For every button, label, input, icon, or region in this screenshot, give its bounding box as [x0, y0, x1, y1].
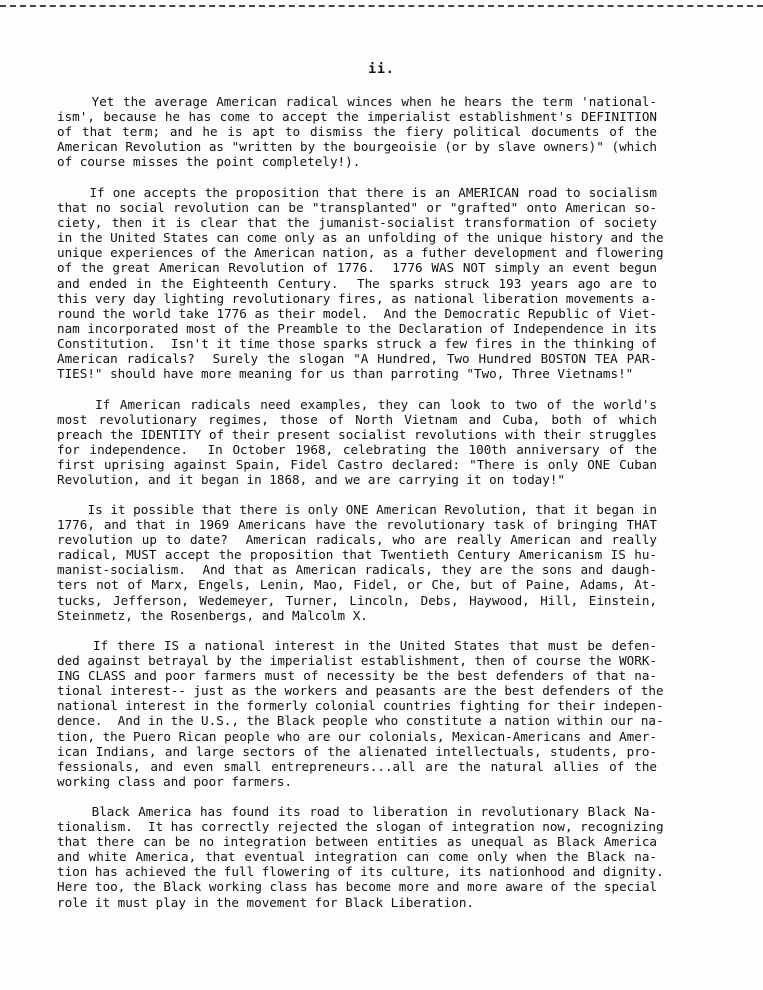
text-line: of course misses the point completely!). — [57, 154, 361, 170]
text-line: that there can be no integration between entities as unequal as Black America — [57, 834, 657, 850]
text-line: most revolutionary regimes, those of North Vietnam and Cuba, both of which — [57, 412, 657, 428]
text-line: in the United States can come only as an unfolding of the unique history and the — [57, 230, 664, 246]
text-line: If American radicals need examples, they can look to two of the world's — [57, 397, 657, 412]
text-line: tionalism. It has correctly rejected the slogan of integration now, recognizing — [57, 819, 664, 835]
text-line: round the world take 1776 as their model. And the Democratic Republic of Viet- — [57, 305, 657, 321]
text-line: that no social revolution can be "transplanted" or "grafted" onto American so- — [57, 200, 657, 216]
text-line: American Revolution as "written by the bourgeoisie (or by slave owners)" (which — [57, 139, 657, 155]
paragraph-3 — [57, 397, 657, 488]
text-line: tional interest-- just as the workers and peasants are the best defenders of the — [57, 683, 664, 699]
text-line: 1776, and that in 1969 Americans have the revolutionary task of bringing THAT — [57, 517, 657, 533]
text-line: ican Indians, and large sectors of the alienated intellectuals, students, pro- — [57, 743, 657, 759]
text-line: national interest in the formerly colonial countries fighting for their indepen- — [57, 698, 664, 714]
text-line: radical, MUST accept the proposition that Twentieth Century Americanism IS hu- — [57, 547, 657, 563]
text-line: fessionals, and even small entrepreneurs...all are the natural allies of the — [57, 758, 657, 774]
text-line: If one accepts the proposition that there is an AMERICAN road to socialism — [57, 185, 657, 200]
text-line: this very day lighting revolutionary fires, as national liberation movements a- — [57, 290, 657, 306]
text-line: role it must play in the movement for Black Liberation. — [57, 894, 475, 910]
text-line: Revolution, and it began in 1868, and we are carrying it on today!" — [57, 472, 565, 488]
text-line: ded against betrayal by the imperialist establishment, then of course the WORK- — [57, 653, 657, 669]
text-line: tucks, Jefferson, Wedemeyer, Turner, Lincoln, Debs, Haywood, Hill, Einstein, — [57, 592, 657, 608]
paragraph-4 — [57, 502, 657, 623]
text-line: revolution up to date? American radicals, who are really American and really — [57, 532, 657, 548]
paragraph-1 — [57, 94, 657, 169]
paragraph-5 — [57, 638, 664, 789]
text-line: tion has achieved the full flowering of its culture, its nationhood and dignity. — [57, 864, 664, 880]
text-line: ism', because he has come to accept the imperialist establishment's DEFINITION — [57, 109, 657, 125]
text-line: tion, the Puero Rican people who are our colonials, Mexican-Americans and Amer- — [57, 728, 657, 744]
text-line: Constitution. Isn't it time those sparks struck a few fires in the thinking of — [57, 335, 657, 351]
text-line: Black America has found its road to liberation in revolutionary Black Na- — [57, 804, 657, 819]
text-line: manist-socialism. And that as American radicals, they are the sons and daugh- — [57, 562, 657, 578]
text-line: TIES!" should have more meaning for us than parroting "Two, Three Vietnams!" — [57, 366, 634, 382]
text-line: If there IS a national interest in the United States that must be defen- — [57, 638, 657, 653]
text-line: unique experiences of the American nation, as a futher development and flowering — [57, 245, 664, 261]
page-top-edge — [0, 0, 763, 7]
text-line: Is it possible that there is only ONE American Revolution, that it began in — [57, 502, 657, 517]
text-line: Steinmetz, the Rosenbergs, and Malcolm X. — [57, 607, 368, 623]
text-line: ciety, then it is clear that the jumanist-socialist transformation of society — [57, 215, 657, 231]
text-line: nam incorporated most of the Preamble to the Declaration of Independence in its — [57, 320, 657, 336]
text-line: for independence. In October 1968, celebrating the 100th anniversary of the — [57, 442, 657, 458]
text-line: of that term; and he is apt to dismiss the fiery political documents of the — [57, 124, 657, 140]
text-line: American radicals? Surely the slogan "A Hundred, Two Hundred BOSTON TEA PAR- — [57, 351, 657, 367]
text-line: working class and poor farmers. — [57, 773, 293, 789]
text-line: dence. And in the U.S., the Black people who constitute a nation within our na- — [57, 713, 664, 729]
paragraph-6 — [57, 804, 664, 910]
text-line: Yet the average American radical winces when he hears the term 'national- — [57, 94, 657, 109]
text-line: ING CLASS and poor farmers must of necessity be the best defenders of that na- — [57, 668, 657, 684]
page-number: ii. — [368, 62, 395, 77]
text-line: first uprising against Spain, Fidel Castro declared: "There is only ONE Cuban — [57, 457, 657, 473]
text-line: of the great American Revolution of 1776. 1776 WAS NOT simply an event begun — [57, 260, 657, 276]
text-line: Here too, the Black working class has become more and more aware of the special — [57, 879, 657, 895]
text-line: preach the IDENTITY of their present socialist revolutions with their struggles — [57, 427, 657, 443]
paragraph-2 — [57, 185, 664, 382]
text-line: and ended in the Eighteenth Century. The sparks struck 193 years ago are to — [57, 275, 657, 291]
text-line: and white America, that eventual integration can come only when the Black na- — [57, 849, 657, 865]
text-line: ters not of Marx, Engels, Lenin, Mao, Fidel, or Che, but of Paine, Adams, At- — [57, 577, 657, 593]
